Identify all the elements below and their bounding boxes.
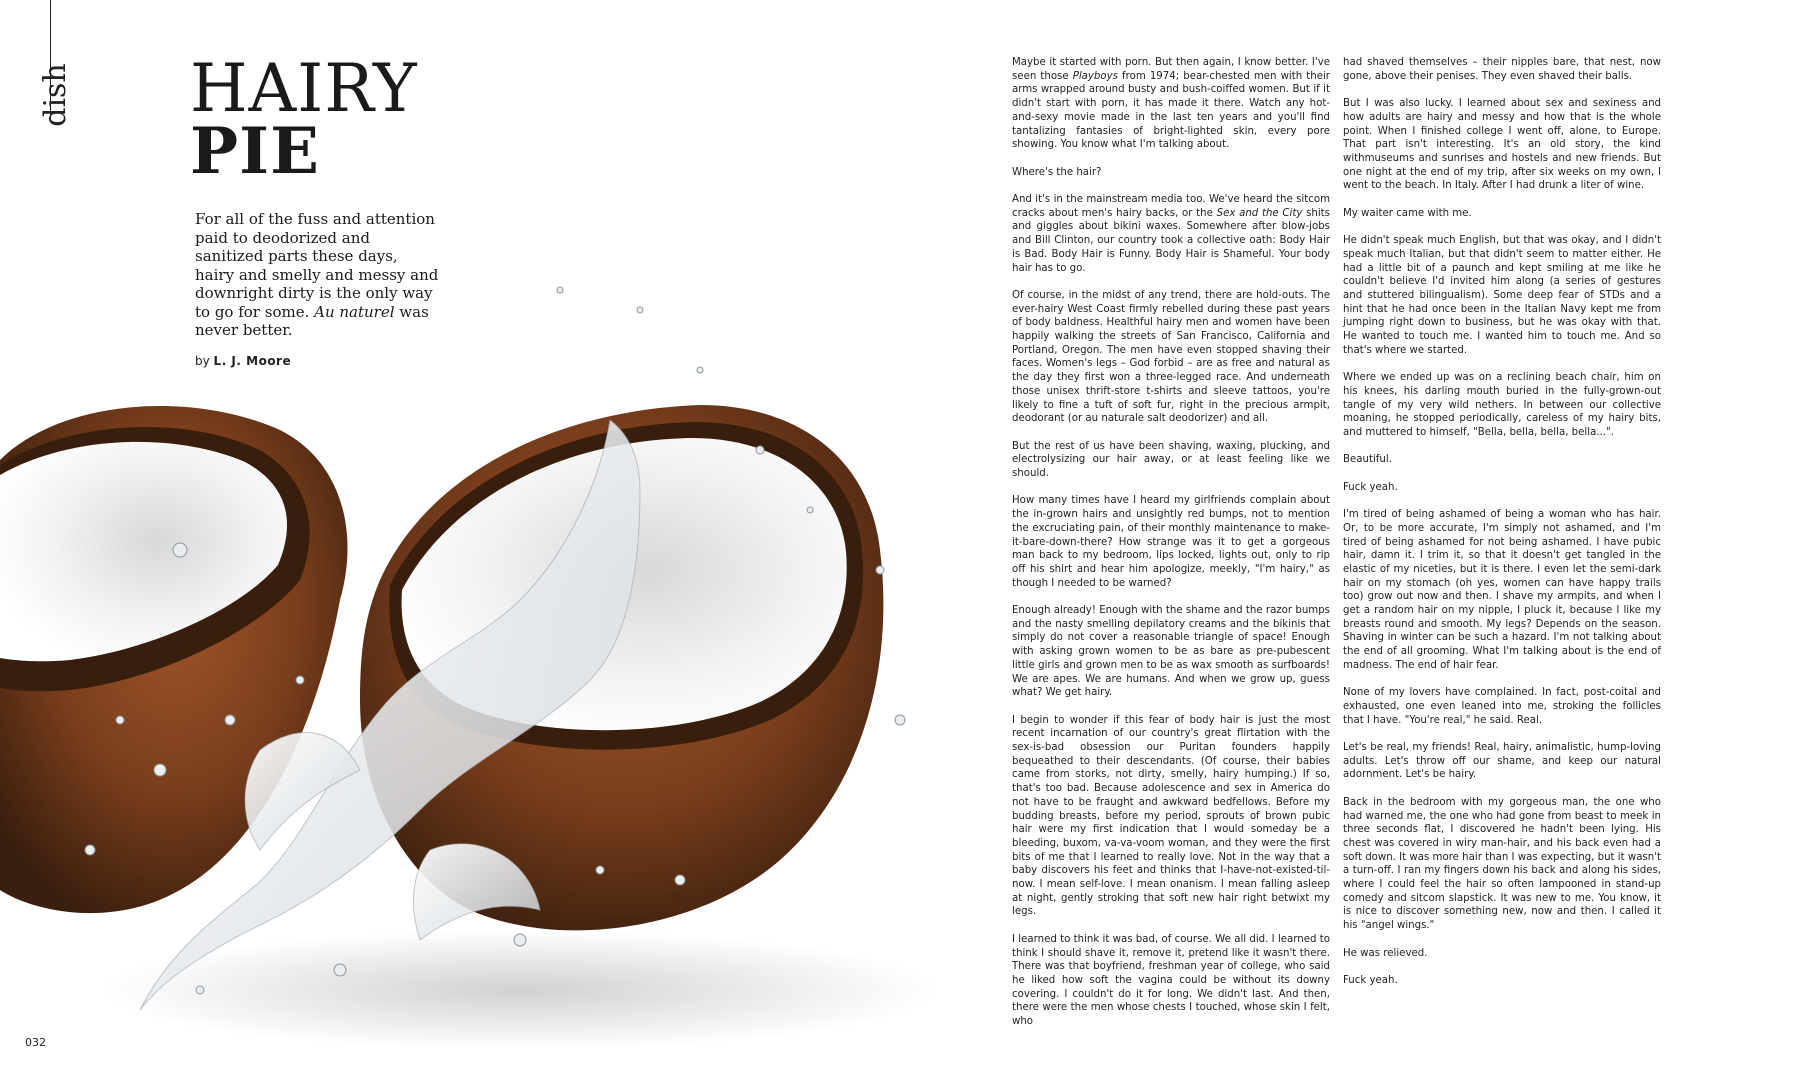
headline: [190, 50, 418, 189]
paragraph: Let's be real, my friends! Real, hairy, animalistic, hump-loving adults. Let's throw off our shame, and keep our natural adornment. Let's be hairy.: [1343, 742, 1661, 781]
paragraph: Enough already! Enough with the shame and the razor bumps and the nasty smelling depilatory creams and the bikinis that simply do not cover a reasonable triangle of space! Enough with asking grown women to be as bare as pre-pubescent little girls and grown men to be as wax smooth as surfboards! We are apes. We are humans. And when we grow up, guess what? We get hairy.: [1012, 605, 1330, 699]
paragraph: Of course, in the midst of any trend, there are hold-outs. The ever-hairy West Coast firmly rebelled during these past years of body baldness. Healthful hairy men and women have been happily walking the streets of San Francisco, California and Portland, Oregon. The men have even stopped shaving their faces. Women's legs – God forbid – are as free and natural as the day they first won a three-legged race. And underneath those unisex thrift-store t-shirts and sleeve tattoos, you're likely to fine a tuft of soft fur, right in the precious armpit, deodorant (or au naturale salt deodorizer) and all.: [1012, 289, 1330, 425]
byline-prefix: by: [195, 354, 210, 368]
page-number: 032: [25, 1036, 46, 1049]
deck-lead: For all of the fuss and attention paid to deodorized and sanitized parts these days, hairy and smelly and messy and downright dirty is the only way to go for some.: [195, 210, 439, 321]
byline: [195, 354, 291, 368]
paragraph: He was relieved.: [1343, 947, 1428, 959]
paragraph: But the rest of us have been shaving, waxing, plucking, and electrolysizing our hair away, or at least feeling like we should.: [1012, 440, 1330, 480]
section-label: dish: [38, 63, 73, 127]
paragraph: And it's in the mainstream media too. We've heard the sitcom cracks about men's hairy backs, or the Sex and the City shits and giggles about bikini waxes. Somewhere after blow-jobs and Bill Clinton, our country took a collective oath: Body Hair is Bad. Body Hair is Funny. Body Hair is Shameful. Your body hair has to go.: [1012, 194, 1330, 274]
paragraph: I begin to wonder if this fear of body hair is just the most recent incarnation of our country's great flirtation with the sex-is-bad obsession our Puritan founders happily bequeathed to their descendants. (Of course, their babies came from storks, not dirty, smelly, hairy humping.) If so, that's too bad. Because adolescence and sex in America do not have to be fraught and awkward bedfellows. Before my budding breasts, before my period, sprouts of brown pubic hair were my first indication that I would someday be a bleeding, buxom, va-va-voom woman, and they were the first bits of me that I learned to really love. Not in the way that a baby discovers his feet and thinks that I-have-not-existed-til-now. I mean self-love. I mean onanism. I mean falling asleep at night, gently stroking that soft new hair right betwixt my legs.: [1012, 714, 1330, 918]
paragraph: Where we ended up was on a reclining beach chair, him on his knees, his darling mouth buried in the fully-grown-out tangle of my very wild nethers. In between our collective moaning, he stopped periodically, careless of my hairy bits, and muttered to himself, "Bella, bella, bella, bella...".: [1343, 372, 1661, 438]
paragraph: How many times have I heard my girlfriends complain about the in-grown hairs and unsightly red bumps, not to mention the excruciating pain, of their monthly maintenance to make-it-bare-down-there? How strange was it to get a gorgeous man back to my bedroom, lips locked, lights out, only to rip off his shirt and hear him apologize, meekly, "I'm hairy," as though I needed to be warned?: [1012, 495, 1330, 589]
paragraph: My waiter came with me.: [1343, 207, 1472, 219]
headline-line-1: HAIRY: [190, 50, 418, 127]
coconut-splash-image: [0, 250, 1000, 1075]
body-column-1: [1012, 56, 1330, 1042]
paragraph: Fuck yeah.: [1343, 974, 1398, 986]
paragraph: But I was also lucky. I learned about sex and sexiness and how adults are hairy and messy and how that is the whole point. When I finished college I went off, alone, to Europe. That part isn't interesting. It's an old story, the kind withmuseums and sunrises and hostels and new friends. But one night at the end of my trip, after six weeks on my own, I went to the beach. In Italy. After I had drunk a liter of wine.: [1343, 98, 1661, 192]
paragraph: had shaved themselves – their nipples bare, that nest, now gone, above their penises. They even shaved their balls.: [1343, 57, 1661, 82]
headline-line-2: PIE: [190, 114, 320, 189]
paragraph: I'm tired of being ashamed of being a woman who has hair. Or, to be more accurate, I'm simply not ashamed, and I'm tired of being ashamed for not being ashamed. I have pubic hair, damn it. I trim it, so that it doesn't get tangled in the elastic of my niceties, but it is there. I even let the semi-dark hair on my stomach (oh yes, women can have happy trails too) grow out now and then. I shave my armpits, and when I get a random hair on my nipple, I pluck it, because I like my breasts round and smooth. My legs? Depends on the season. Shaving in winter can be such a hazard. I'm not talking about the end of all grooming. What I'm talking about is the end of madness. The end of hair fear.: [1343, 509, 1661, 671]
paragraph: Beautiful.: [1343, 454, 1392, 466]
paragraph: Fuck yeah.: [1343, 481, 1398, 493]
paragraph: He didn't speak much English, but that was okay, and I didn't speak much Italian, but that didn't seem to matter either. He had a little bit of a paunch and kept smiling at me like he couldn't believe I'd invited him along (a series of gestures and stuttered bilingualism). Some deep fear of STDs and a hint that he had once been in the Italian Navy kept me from jumping right down to business, but he was okay with that. He wanted to touch me. I wanted him to touch me. And so that's where we started.: [1343, 235, 1661, 356]
paragraph: Back in the bedroom with my gorgeous man, the one who had warned me, the one who had gone from beast to meek in three seconds flat, I discovered he hadn't been lying. His chest was covered in wiry man-hair, and his back even had a soft down. It was more hair than I was expecting, but it wasn't a turn-off. I ran my fingers down his back and along his sides, where I could feel the hair so often lampooned in stand-up comedy and sitcom slapstick. It was new to me. You know, it is nice to discover something new, now and then. I called it his "angel wings.": [1343, 796, 1661, 932]
deck-italic: Au naturel: [314, 302, 395, 321]
left-coconut-half: [0, 406, 348, 913]
deck-text: [195, 210, 440, 340]
deck-tail: was never better.: [195, 302, 429, 339]
paragraph: None of my lovers have complained. In fact, post-coital and exhausted, one even leaned into me, stroking the follicles that I have. "You're real," he said. Real.: [1343, 687, 1661, 726]
body-column-2: [1343, 56, 1661, 1001]
paragraph: Where's the hair?: [1012, 166, 1102, 178]
paragraph: Maybe it started with porn. But then again, I know better. I've seen those Playboys from 1974; bear-chested men with their arms wrapped around busty and bush-coiffed women. But if it didn't start with porn, it has made it there. Watch any hot-and-sexy movie made in the last ten years and you'll find tantalizing fantasies of bright-lighted skin, every pore showing. You know what I'm talking about.: [1012, 57, 1330, 151]
byline-author: L. J. Moore: [213, 354, 292, 368]
paragraph: I learned to think it was bad, of course. We all did. I learned to think I should shave it, remove it, pretend like it wasn't there. There was that boyfriend, freshman year of college, who said he liked how soft the vagina could be without its downy covering. I couldn't do it for long. We didn't last. And then, there were the men whose chests I touched, whose skin I felt, who: [1012, 933, 1330, 1028]
